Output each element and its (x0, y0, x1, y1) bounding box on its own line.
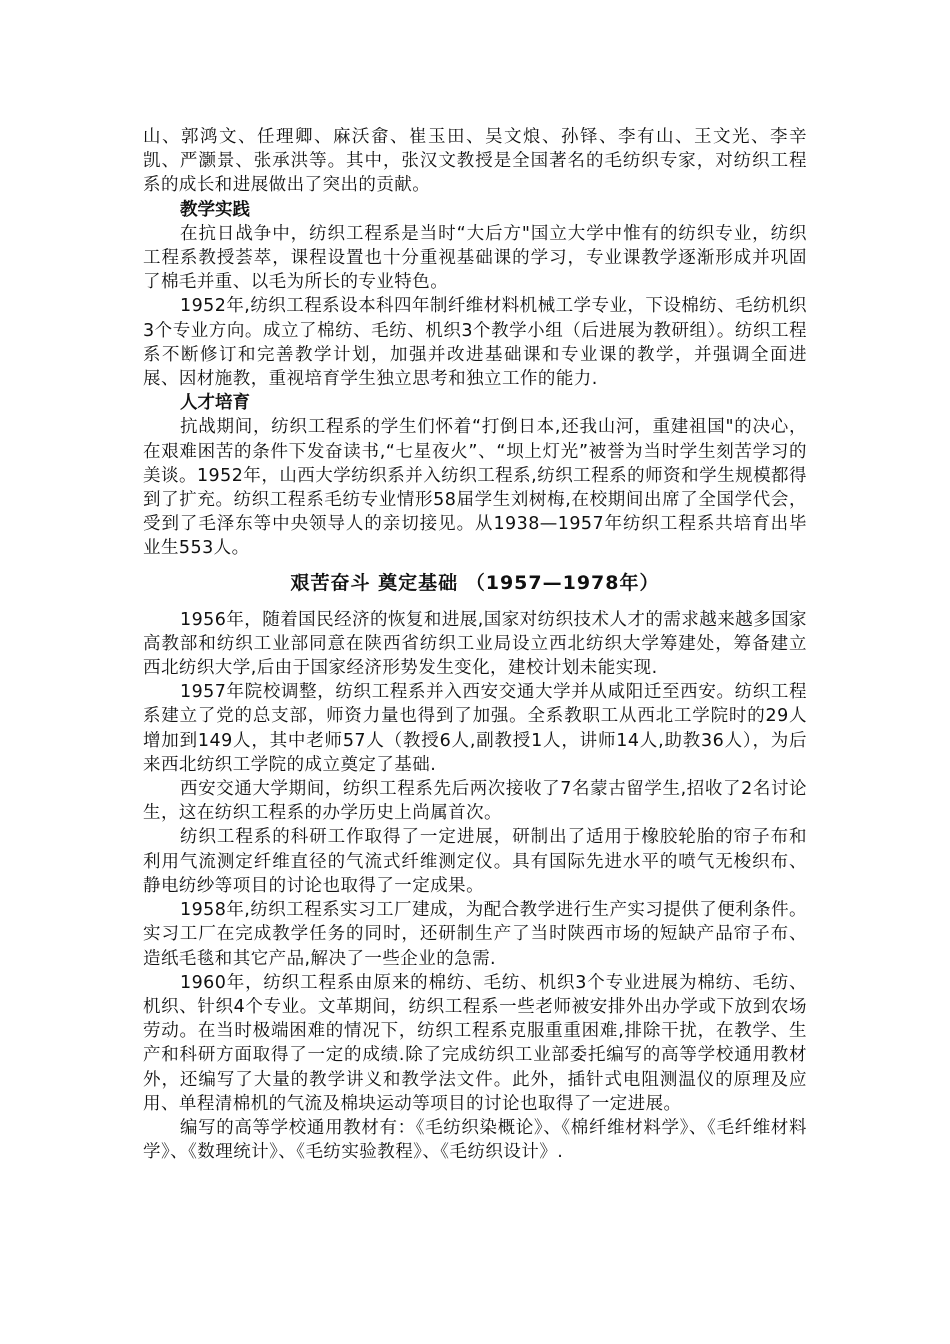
paragraph-research: 纺织工程系的科研工作取得了一定进展，研制出了适用于橡胶轮胎的帘子布和利用气流测定纤维直径的气流式纤维测定仪。具有国际先进水平的喷气无梭织布、静电纺纱等项目的讨论也取得了一定成果。 (143, 827, 807, 896)
paragraph-1958: 1958年,纺织工程系实习工厂建成，为配合教学进行生产实习提供了便利条件。实习工厂在完成教学任务的同时，还研制生产了当时陕西市场的短缺产品帘子布、造纸毛毯和其它产品,解决了一些企业的急需. (143, 900, 807, 969)
paragraph-xjtu: 西安交通大学期间，纺织工程系先后两次接收了7名蒙古留学生,招收了2名讨论生，这在纺织工程系的办学历史上尚属首次。 (143, 779, 807, 824)
paragraph-1957: 1957年院校调整，纺织工程系并入西安交通大学并从咸阳迁至西安。纺织工程系建立了党的总支部，师资力量也得到了加强。全系教职工从西北工学院时的29人增加到149人，其中老师57人（教授6人,副教授1人，讲师14人,助教36人），为后来西北纺织工学院的成立奠定了基础. (143, 682, 807, 775)
paragraph-faculty-list: 山、郭鸿文、任理卿、麻沃畲、崔玉田、吴文烺、孙铎、李有山、王文光、李辛凯、严灏景、张承洪等。其中，张汉文教授是全国著名的毛纺织专家，对纺织工程系的成长和进展做出了突出的贡献。 (143, 127, 807, 196)
paragraph-1960: 1960年，纺织工程系由原来的棉纺、毛纺、机织3个专业进展为棉纺、毛纺、机织、针织4个专业。文革期间，纺织工程系一些老师被安排外出办学或下放到农场劳动。在当时极端困难的情况下，纺织工程系克服重重困难,排除干扰，在教学、生产和科研方面取得了一定的成绩.除了完成纺织工业部委托编写的高等学校通用教材外，还编写了大量的教学讲义和教学法文件。此外，插针式电阻测温仪的原理及应用、单程清棉机的气流及棉块运动等项目的讨论也取得了一定进展。 (143, 972, 807, 1114)
section-title: 艰苦奋斗 奠定基础 （1957—1978年） (290, 571, 660, 594)
subheading-talent-training: 人才培育 (180, 393, 250, 414)
paragraph-teaching-1: 在抗日战争中，纺织工程系是当时“大后方"国立大学中惟有的纺织专业，纺织工程系教授荟萃，课程设置也十分重视基础课的学习，专业课教学逐渐形成并巩固了棉毛并重、以毛为所长的专业特色。 (143, 223, 807, 293)
paragraph-talent-1: 抗战期间，纺织工程系的学生们怀着“打倒日本,还我山河，重建祖国"的决心，在艰难困苦的条件下发奋读书,“七星夜火”、“坝上灯光”被誉为当时学生刻苦学习的美谈。1952年，山西大学纺织系并入纺织工程系,纺织工程系的师资和学生规模都得到了扩充。纺织工程系毛纺专业情形58届学生刘树梅,在校期间出席了全国学代会，受到了毛泽东等中央领导人的亲切接见。从1938—1957年纺织工程系共培育出毕业生553人。 (143, 417, 807, 559)
subheading-teaching-practice: 教学实践 (180, 199, 250, 220)
paragraph-1956: 1956年，随着国民经济的恢复和进展,国家对纺织技术人才的需求越来越多国家高教部和纺织工业部同意在陕西省纺织工业局设立西北纺织大学筹建处，筹备建立西北纺织大学,后由于国家经济形势发生变化，建校计划未能实现. (143, 609, 807, 679)
paragraph-teaching-2: 1952年,纺织工程系设本科四年制纤维材料机械工学专业，下设棉纺、毛纺机织3个专业方向。成立了棉纺、毛纺、机织3个教学小组（后进展为教研组）。纺织工程系不断修订和完善教学计划，加强并改进基础课和专业课的教学，并强调全面进展、因材施教，重视培育学生独立思考和独立工作的能力. (143, 296, 807, 390)
paragraph-textbooks: 编写的高等学校通用教材有：《毛纺织染概论》、《棉纤维材料学》、《毛纤维材料学》、《数理统计》、《毛纺实验教程》、《毛纺织设计》. (143, 1117, 807, 1163)
document-body (143, 125, 807, 1164)
